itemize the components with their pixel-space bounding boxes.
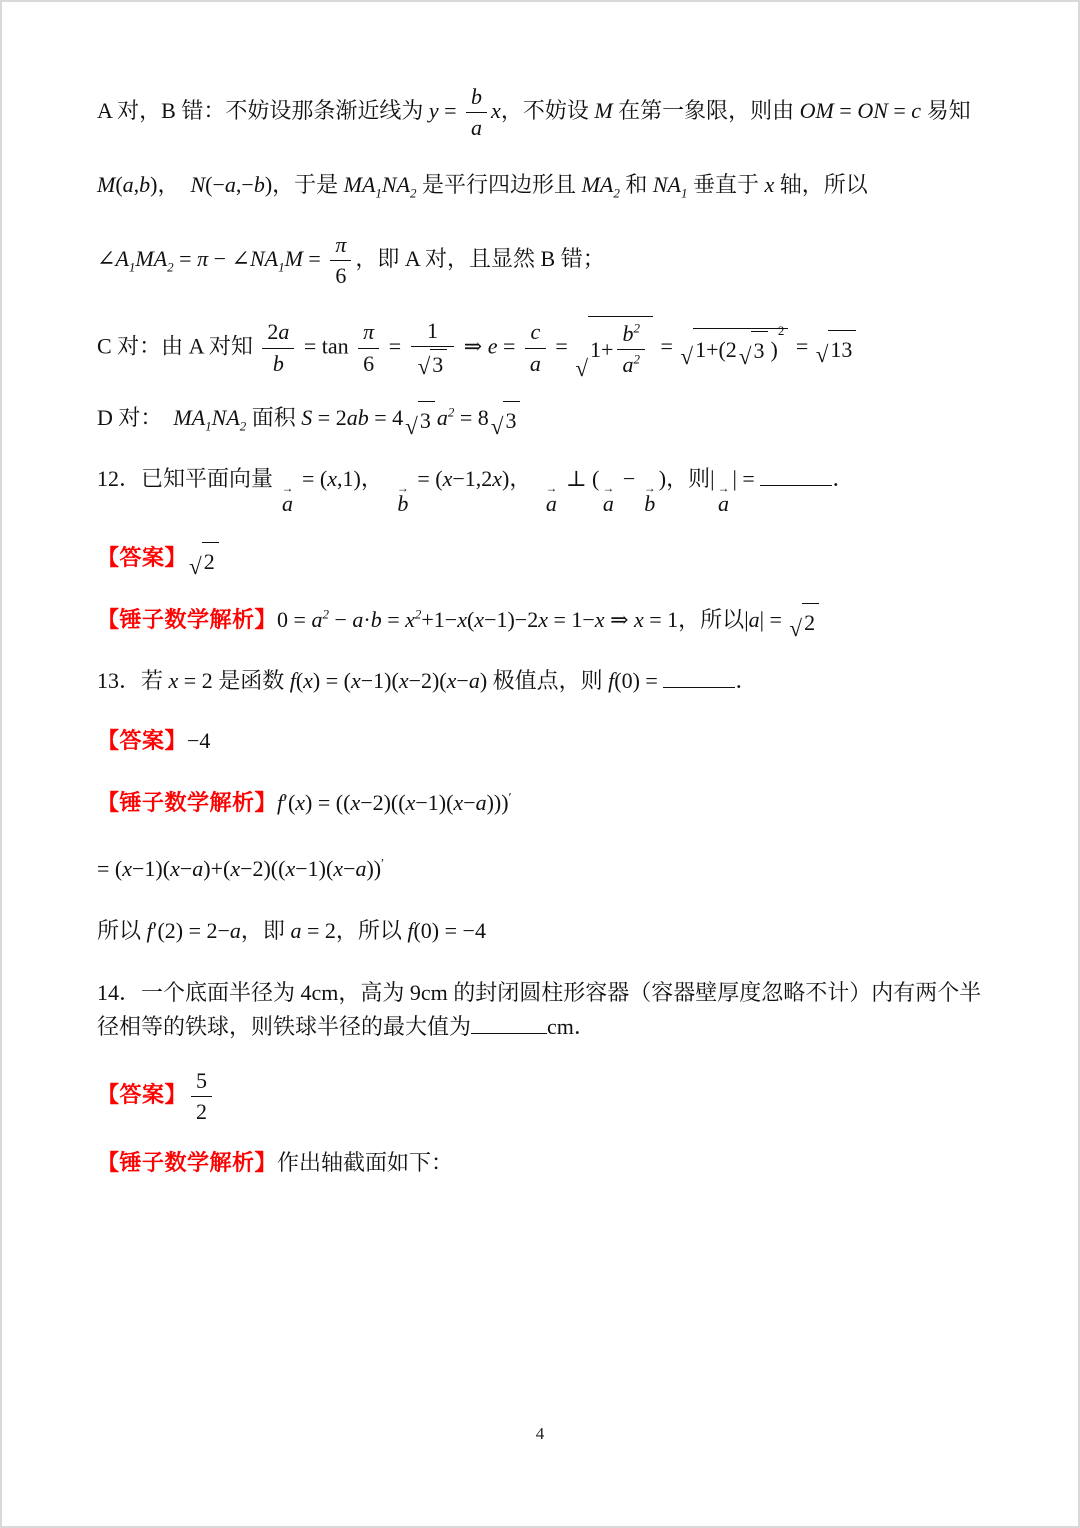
math-variable: x — [492, 466, 503, 492]
subscript: 1 — [128, 259, 136, 275]
text-run: A 对，B 错：不妨设那条渐近线为 — [97, 97, 429, 123]
math-variable: b — [272, 350, 284, 376]
section-label: 【锤子数学解析】 — [97, 1149, 278, 1175]
text-run: ( — [295, 667, 304, 693]
math-variable: $MA_2$ — [581, 171, 620, 201]
superscript: 2 — [322, 606, 329, 622]
text-run: − — [617, 466, 641, 492]
vector-letter: b — [397, 491, 409, 517]
text-run: −1)( — [132, 855, 171, 881]
answer-13 — [97, 724, 990, 758]
vector-arrow-icon: → — [281, 481, 294, 496]
radicand — [588, 316, 653, 381]
text-run: 2 — [203, 548, 215, 574]
question-14 — [97, 976, 990, 1044]
text-run: − — [456, 667, 469, 693]
math-variable: a — [748, 606, 760, 632]
subscript: 2 — [613, 185, 620, 201]
math-variable: a — [192, 855, 204, 881]
text-run: 2 — [196, 1099, 208, 1125]
math-variable: $a^2$ — [311, 606, 329, 632]
text-run: ) — [770, 336, 778, 362]
text-run: = 1，所以 — [643, 606, 745, 632]
superscript: 2 — [633, 320, 640, 336]
radicand — [503, 401, 520, 438]
math-variable: x — [398, 667, 409, 693]
math-variable: $NA_2$ — [381, 171, 417, 201]
text-run: = ( — [296, 466, 328, 492]
fraction — [411, 318, 455, 379]
square-root — [816, 330, 857, 367]
vector-letter: a — [282, 491, 294, 517]
text-run: 0 = — [277, 606, 312, 632]
fraction-denominator — [617, 350, 645, 378]
math-variable: b — [139, 171, 151, 197]
radical-icon: √ — [575, 355, 589, 382]
math-variable: a — [471, 115, 483, 141]
fraction-numerator — [617, 321, 645, 350]
radical-icon: √ — [815, 341, 829, 368]
page-number: 4 — [535, 1424, 545, 1443]
section-label: 【答案】 — [97, 1081, 188, 1107]
math-variable: M — [97, 171, 116, 197]
math-variable: x — [350, 667, 361, 693]
math-variable: $a^2$ — [622, 351, 640, 378]
text-run: ) = (( — [305, 789, 351, 815]
math-variable: x — [327, 466, 338, 492]
fraction-denominator — [330, 261, 351, 289]
subscript: 1 — [680, 185, 688, 201]
fraction-numerator — [411, 318, 455, 347]
fraction — [262, 319, 294, 377]
vector-letter: a — [602, 491, 614, 517]
math-variable: x — [474, 606, 485, 632]
vector-letter: b — [644, 491, 656, 517]
text-run: 2 — [267, 319, 279, 345]
fraction-numerator — [330, 232, 351, 261]
analysis-13-line3 — [97, 914, 990, 948]
math-variable: x — [538, 606, 548, 632]
math-variable: b — [253, 171, 265, 197]
text-run: = 4 — [368, 404, 404, 430]
math-variable: $x^2$ — [405, 606, 422, 632]
math-variable: b — [471, 84, 483, 109]
text-run: = — [549, 333, 574, 359]
text-run: 1+ — [590, 336, 614, 362]
math-variable: S — [301, 404, 313, 430]
text-run: = — [173, 245, 198, 271]
text-run: 所以 — [97, 917, 147, 943]
text-run: − — [463, 789, 476, 815]
math-variable: x — [764, 171, 775, 197]
text-run: D 对： — [97, 404, 174, 430]
text-run: )， — [150, 171, 191, 197]
text-run: | — [710, 466, 715, 492]
square-root — [739, 331, 769, 368]
math-variable: f — [407, 917, 414, 943]
radicand: 1+(2 √ 3 ) 2 — [693, 328, 788, 368]
subscript: 2 — [167, 259, 174, 275]
square-root — [418, 349, 448, 378]
text-run: 13．若 — [97, 667, 169, 693]
section-label: 【答案】 — [97, 727, 188, 753]
math-variable: $MA_1$ — [173, 404, 212, 433]
math-variable: a — [468, 667, 480, 693]
math-variable: x — [491, 97, 501, 123]
vector-arrow-icon: → — [643, 481, 656, 496]
text-run: ))) — [486, 789, 509, 815]
math-variable: π — [363, 319, 375, 345]
text-run: = — [383, 333, 407, 359]
math-variable: x — [230, 855, 241, 881]
text-run: −1)−2 — [484, 606, 539, 632]
fraction-denominator — [466, 113, 487, 141]
answer-blank — [471, 1012, 547, 1034]
text-run: 在第一象限，则由 — [612, 97, 800, 123]
text-run: ，即 A 对，且显然 B 错； — [355, 245, 605, 271]
text-run: −1)( — [415, 789, 454, 815]
text-run: ，即 — [240, 917, 291, 943]
math-variable: x — [442, 466, 453, 492]
square-root — [491, 401, 521, 438]
math-variable: x — [285, 855, 296, 881]
superscript: 2 — [633, 351, 640, 367]
text-run: )， — [502, 466, 543, 492]
section-label: 【锤子数学解析】 — [97, 789, 278, 815]
text-run: 易知 — [921, 97, 971, 123]
text-run: ． — [832, 466, 855, 492]
answer-14 — [97, 1066, 990, 1128]
text-run: ． — [735, 667, 758, 693]
text-run: −1)( — [360, 667, 399, 693]
fraction-denominator — [358, 349, 379, 377]
radical-icon: √ — [789, 614, 803, 641]
text-run: 面积 — [246, 404, 302, 430]
text-run: 3 — [505, 408, 517, 434]
fraction-numerator — [466, 84, 487, 113]
question-12 — [97, 462, 990, 515]
text-run: ′(2) = 2− — [152, 917, 230, 943]
vector-arrow-icon: → — [396, 481, 409, 496]
text-run: · — [363, 606, 371, 632]
fraction-denominator — [525, 349, 546, 377]
vector-letter: a — [545, 491, 557, 517]
math-variable: x — [170, 855, 180, 881]
solution-line-d — [97, 401, 990, 438]
text-run: )) — [366, 855, 382, 881]
radical-icon: √ — [680, 342, 694, 369]
analysis-14 — [97, 1146, 990, 1180]
text-run: −2)( — [408, 667, 447, 693]
text-run: ( — [466, 606, 475, 632]
math-variable: a — [475, 789, 487, 815]
text-run: (− — [205, 171, 225, 197]
radicand — [828, 330, 856, 367]
radical-icon: √ — [405, 412, 418, 439]
math-variable: a — [224, 171, 236, 197]
text-run: = 1− — [547, 606, 595, 632]
text-run: )，于是 — [264, 171, 344, 197]
math-variable: x — [303, 667, 313, 693]
text-run: = — [381, 606, 406, 632]
text-run: 3 — [432, 352, 444, 378]
math-variable: M — [594, 97, 613, 123]
math-variable: x — [594, 606, 605, 632]
text-run: 是平行四边形且 — [416, 171, 582, 197]
text-run: (0) = — [614, 667, 664, 693]
radical-icon: √ — [417, 353, 431, 380]
text-run: 3 — [419, 408, 431, 434]
text-run: )+( — [203, 855, 231, 881]
subscript: 2 — [239, 417, 247, 433]
text-run: cm． — [547, 1013, 596, 1039]
vector-symbol — [717, 481, 730, 517]
vector-symbol — [602, 481, 615, 517]
text-run: −1,2 — [452, 466, 493, 492]
math-variable: f — [277, 789, 284, 815]
answer-blank — [663, 666, 735, 688]
math-variable: x — [405, 789, 416, 815]
math-variable: $MA_2$ — [135, 245, 174, 275]
text-run: ) 极值点，则 — [479, 667, 609, 693]
radicand — [802, 603, 819, 640]
text-run: = — [302, 245, 327, 271]
superscript: ′ — [508, 789, 512, 805]
text-run: (0) = −4 — [413, 917, 486, 943]
text-run: | — [744, 606, 749, 632]
vector-symbol — [643, 481, 656, 517]
vector-arrow-icon: → — [602, 481, 615, 496]
math-variable: e — [487, 333, 498, 359]
text-run: ( — [115, 171, 123, 197]
math-variable: $A_1$ — [115, 245, 136, 275]
text-run: = — [438, 97, 463, 123]
math-variable: a — [290, 917, 302, 943]
math-variable: x — [295, 789, 306, 815]
vector-symbol — [396, 481, 409, 517]
radicand — [430, 349, 447, 378]
text-run: 5 — [196, 1067, 208, 1093]
document-content — [97, 2, 990, 1180]
text-run: − — [179, 855, 193, 881]
vector-arrow-icon: → — [545, 481, 558, 496]
text-run: −4 — [187, 727, 211, 753]
text-run: C 对：由 A 对知 — [97, 333, 259, 359]
text-run: | = — [732, 466, 761, 492]
text-run: ′( — [283, 789, 296, 815]
text-run: −2)(( — [360, 789, 406, 815]
text-run: = 2 是函数 — [178, 667, 290, 693]
text-run: 2 — [804, 609, 816, 635]
math-variable: x — [634, 606, 644, 632]
text-run: 轴，所以 — [774, 171, 868, 197]
answer-12 — [97, 541, 990, 578]
text-run: 3 — [753, 338, 765, 364]
math-variable: $b^2$ — [622, 320, 640, 346]
math-variable: $MA_1$ — [343, 171, 382, 201]
math-variable: M — [284, 245, 303, 271]
text-run: −1)( — [295, 855, 334, 881]
text-run: ⊥ ( — [560, 466, 600, 492]
math-variable: f — [289, 667, 296, 693]
solution-line-angle — [97, 230, 990, 292]
math-variable: x — [333, 855, 344, 881]
math-variable: x — [350, 789, 361, 815]
math-variable: y — [428, 97, 439, 123]
text-run: 垂直于 — [687, 171, 765, 197]
radical-icon: √ — [490, 412, 504, 439]
solution-line-ab — [97, 82, 990, 144]
text-run: = — [790, 333, 814, 359]
vector-arrow-icon: → — [717, 481, 730, 496]
math-variable: ON — [857, 97, 888, 123]
text-run: )，则 — [658, 466, 711, 492]
text-run: = — [497, 333, 521, 359]
math-variable: f — [608, 667, 615, 693]
fraction — [525, 319, 546, 377]
text-run: = 2，所以 — [301, 917, 408, 943]
text-run: | = — [759, 606, 788, 632]
text-run: 14．一个底面半径为 4cm，高为 9cm 的封闭圆柱形容器（容器壁厚度忽略不计）内有两个半径相等的铁球，则铁球半径的最大值为 — [97, 979, 982, 1039]
square-root — [575, 316, 653, 381]
text-run: ) = ( — [312, 667, 351, 693]
square-root — [189, 542, 219, 579]
text-run: = — [833, 97, 858, 123]
vector-symbol — [545, 481, 558, 517]
radicand — [751, 331, 768, 368]
text-run: ，不妨设 — [500, 97, 595, 123]
text-run: = — [887, 97, 912, 123]
question-13 — [97, 664, 990, 698]
text-run: − ∠ — [208, 245, 250, 271]
math-variable: a — [278, 319, 290, 345]
math-variable: a — [355, 855, 367, 881]
text-run: 和 — [619, 171, 653, 197]
fraction — [191, 1068, 212, 1126]
text-run: 6 — [335, 263, 347, 289]
text-run: ⇒ — [604, 606, 634, 632]
fraction — [358, 319, 379, 377]
text-run: − — [343, 855, 356, 881]
math-variable: $a^2$ — [436, 404, 455, 430]
text-run: 1+(2 — [695, 336, 737, 362]
text-run: +1− — [421, 606, 458, 632]
radicand — [418, 401, 435, 438]
vector-symbol — [281, 481, 294, 517]
math-variable: x — [122, 855, 132, 881]
text-run: , — [133, 171, 140, 197]
math-variable: f — [146, 917, 153, 943]
superscript: ′ — [381, 855, 384, 871]
math-variable: x — [457, 606, 467, 632]
text-run: ,1)， — [337, 466, 394, 492]
fraction — [466, 84, 487, 142]
math-variable: x — [446, 667, 457, 693]
text-run: = — [654, 333, 679, 359]
subscript: 1 — [278, 259, 285, 275]
math-variable: a — [352, 606, 364, 632]
math-variable: OM — [799, 97, 834, 123]
text-run: = ( — [97, 855, 123, 881]
text-run: ⇒ — [458, 333, 488, 359]
math-variable: c — [530, 319, 541, 345]
math-variable: $NA_1$ — [652, 171, 688, 201]
analysis-12 — [97, 603, 990, 640]
analysis-13-line2 — [97, 852, 990, 886]
math-variable: ab — [346, 404, 369, 430]
radicand — [202, 542, 219, 579]
radical-icon: √ — [189, 553, 202, 580]
text-run: ,− — [235, 171, 254, 197]
math-variable: $NA_1$ — [249, 245, 285, 275]
subscript: 1 — [375, 185, 382, 201]
solution-line-c — [97, 316, 990, 381]
text-run: 1 — [426, 317, 438, 343]
fraction — [330, 232, 351, 290]
fraction-denominator — [262, 349, 294, 377]
superscript: 2 — [447, 404, 455, 420]
text-run: = 8 — [454, 404, 489, 430]
fraction-numerator — [262, 319, 294, 348]
section-label: 【锤子数学解析】 — [97, 606, 278, 632]
math-variable: a — [229, 917, 241, 943]
vector-letter: a — [718, 491, 730, 517]
square-root — [680, 323, 788, 369]
text-run: 作出轴截面如下： — [277, 1149, 454, 1175]
text-run: 12．已知平面向量 — [97, 466, 279, 492]
text-run: 6 — [363, 350, 375, 376]
fraction-numerator — [525, 319, 546, 348]
fraction-denominator — [191, 1097, 212, 1125]
answer-blank — [760, 464, 832, 486]
solution-line-mn — [97, 168, 990, 202]
math-variable: $NA_2$ — [211, 404, 247, 433]
text-run: = tan — [298, 333, 355, 359]
section-label: 【答案】 — [97, 545, 188, 571]
text-run: 13 — [830, 336, 853, 362]
text-run: −2)(( — [240, 855, 286, 881]
math-variable: a — [122, 171, 134, 197]
fraction-numerator — [358, 319, 379, 348]
math-variable: N — [190, 171, 206, 197]
math-variable: x — [168, 667, 179, 693]
text-run: ∠ — [97, 245, 116, 271]
radical-icon: √ — [738, 342, 752, 369]
fraction-numerator — [191, 1068, 212, 1097]
subscript: 1 — [205, 417, 212, 433]
math-variable: c — [911, 97, 922, 123]
math-variable: x — [453, 789, 464, 815]
text-run: − — [328, 606, 353, 632]
text-run: = 2 — [312, 404, 347, 430]
text-run: = ( — [411, 466, 443, 492]
analysis-13-line1 — [97, 786, 990, 820]
fraction — [617, 321, 645, 379]
math-variable: π — [335, 231, 347, 257]
math-variable: a — [529, 350, 541, 376]
square-root — [405, 401, 435, 438]
math-variable: b — [370, 606, 382, 632]
square-root — [789, 603, 819, 640]
fraction-denominator — [411, 347, 455, 379]
math-variable: π — [197, 245, 209, 271]
subscript: 2 — [410, 185, 417, 201]
superscript: 2 — [414, 606, 422, 622]
